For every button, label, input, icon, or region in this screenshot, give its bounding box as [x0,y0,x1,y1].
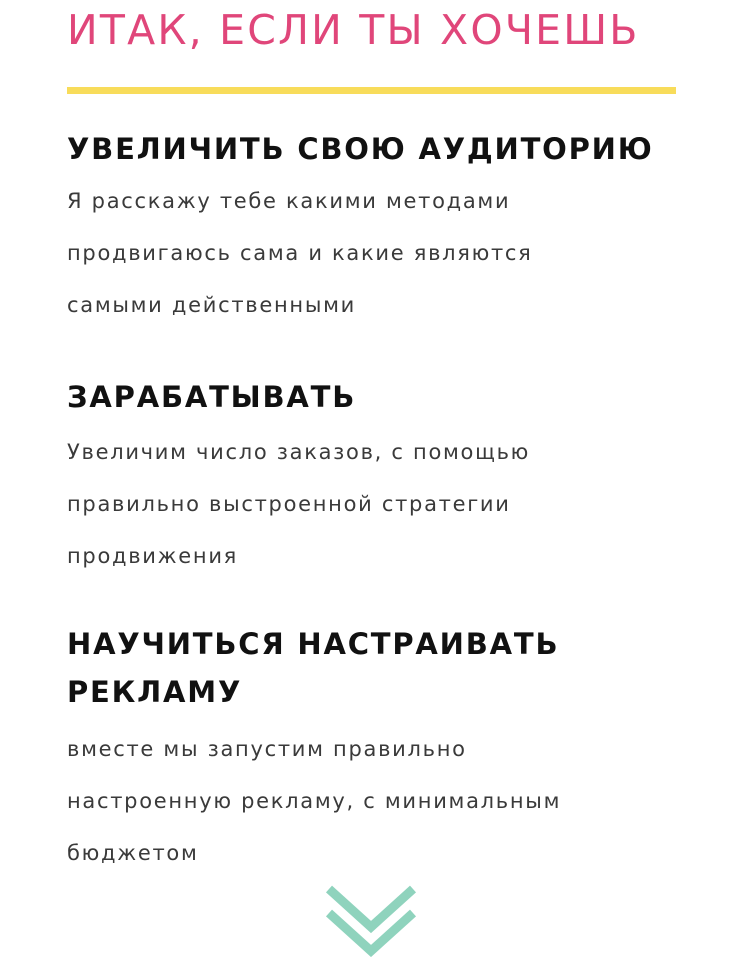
section-text-earn [67,426,530,582]
section-text-line: самыми действенными [67,293,356,317]
section-text-line: продвигаюсь сама и какие являются [67,241,533,265]
section-text-ads [67,723,561,879]
section-text-line: настроенную рекламу, с минимальным [67,789,562,813]
section-text-line: продвижения [67,544,239,568]
section-text-audience [67,175,533,331]
section-text-line: бюджетом [67,841,199,865]
double-chevron-down-icon[interactable] [321,883,421,957]
headline: ИТАК, ЕСЛИ ТЫ ХОЧЕШЬ [67,6,640,54]
section-title-ads [67,620,559,716]
section-title-earn [67,373,356,421]
section-title-audience [67,125,654,173]
section-title-line: НАУЧИТЬСЯ НАСТРАИВАТЬ [67,627,560,661]
divider [67,87,676,94]
section-text-line: вместе мы запустим правильно [67,737,467,761]
section-text-line: правильно выстроенной стратегии [67,492,511,516]
section-title-line: ЗАРАБАТЫВАТЬ [67,380,357,414]
section-text-line: Я расскажу тебе какими методами [67,189,511,213]
section-title-line: УВЕЛИЧИТЬ СВОЮ АУДИТОРИЮ [67,132,654,166]
section-text-line: Увеличим число заказов, с помощью [67,440,531,464]
section-title-line: РЕКЛАМУ [67,675,243,709]
